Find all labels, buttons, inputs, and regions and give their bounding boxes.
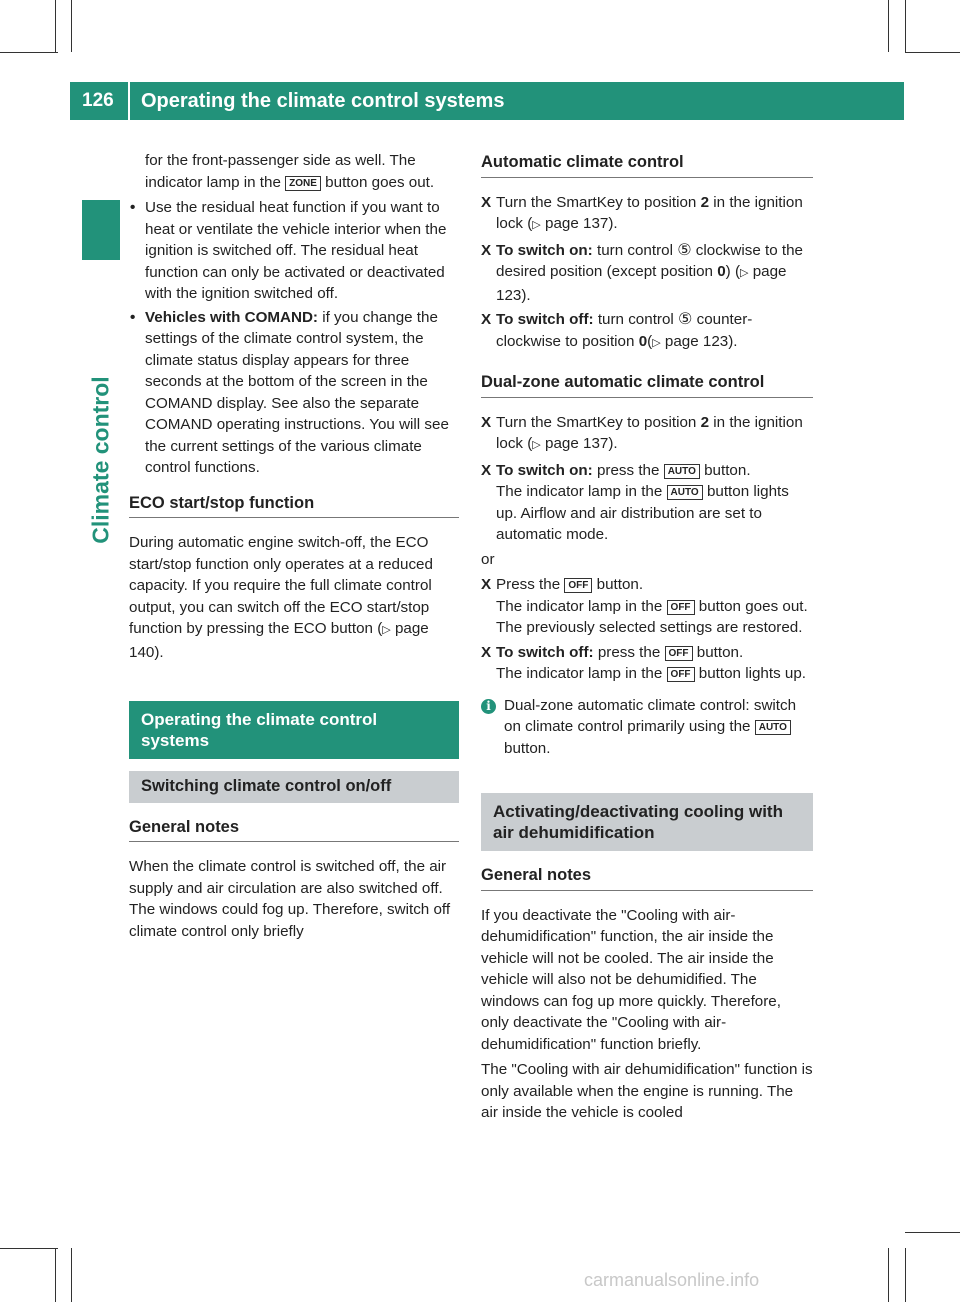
crop-mark <box>55 0 56 52</box>
eco-heading: ECO start/stop function <box>129 493 459 519</box>
list-item: • Use the residual heat function if you want to heat or ventilate the vehicle interior when the ignition is switched off. The residual heat function can only be activated or deactivated with the ignition switched off. <box>130 199 447 302</box>
crop-mark <box>71 1248 72 1302</box>
crop-mark <box>55 1248 56 1302</box>
step-arrow-icon: X <box>481 576 492 593</box>
bullet-icon: • <box>130 308 136 326</box>
control-5-icon: ⑤ <box>677 241 692 259</box>
page-reference[interactable]: page 123). <box>496 263 787 304</box>
automatic-heading: Automatic climate control <box>481 152 813 178</box>
auto-key-icon: AUTO <box>664 464 700 479</box>
step-arrow-icon: X <box>481 193 492 211</box>
step-item: X To switch on: press the AUTO button. The indicator lamp in the AUTO button lights up. Airflow and air distribution are set to automatic mode. <box>481 461 789 543</box>
step-arrow-icon: X <box>481 643 492 661</box>
step-arrow-icon: X <box>481 311 492 328</box>
or-text: or <box>481 550 495 568</box>
step-item: X Turn the SmartKey to position 2 in the ignition lock (▷ page 137). <box>481 413 803 452</box>
general-notes-heading: General notes <box>129 817 459 843</box>
info-icon: i <box>481 699 496 714</box>
auto-key-icon: AUTO <box>667 485 703 500</box>
crop-mark <box>905 0 906 52</box>
general-notes-heading: General notes <box>481 865 813 891</box>
step-item: X Press the OFF button. The indicator lamp in the OFF button goes out. The previously selected settings are restored. <box>481 576 808 636</box>
left-column <box>129 150 459 946</box>
page-reference[interactable]: page 140). <box>129 620 429 661</box>
reference-arrow-icon: ▷ <box>652 336 661 349</box>
step-item: X To switch off: turn control ⑤ counter-clockwise to position 0(▷ page 123). <box>481 311 753 350</box>
crop-mark <box>888 0 889 52</box>
crop-mark <box>0 1248 58 1249</box>
watermark: carmanualsonline.info <box>584 1270 760 1290</box>
reference-arrow-icon: ▷ <box>740 267 749 279</box>
step-arrow-icon: X <box>481 413 492 431</box>
bullet-icon: • <box>130 199 136 216</box>
step-arrow-icon: X <box>481 461 492 479</box>
general-notes-paragraph: If you deactivate the "Cooling with air-dehumidification" function, the air inside the vehicle will not be cooled. The air inside the vehicle will also not be dehumidified. The windows can fog up more quickly. Therefore, only deactivate the "Cooling with air-dehumidification" function briefly. <box>481 906 781 1053</box>
step-item: X Turn the SmartKey to position 2 in the ignition lock (▷ page 137). <box>481 193 803 232</box>
off-key-icon: OFF <box>665 646 693 661</box>
reference-arrow-icon: ▷ <box>532 219 541 231</box>
switching-subsection-band: Switching climate control on/off <box>129 771 459 803</box>
intro-paragraph: for the front-passenger side as well. The indicator lamp in the ZONE button goes out. <box>145 152 435 191</box>
page-number: 126 <box>82 90 114 111</box>
page-reference[interactable]: page 137). <box>545 215 618 232</box>
crop-mark <box>0 52 58 53</box>
page-reference[interactable]: page 137). <box>545 435 618 452</box>
off-key-icon: OFF <box>667 667 695 682</box>
side-chapter-label: Climate control <box>87 376 114 544</box>
step-item: X To switch on: turn control ⑤ clockwise to the desired position (except position 0) (▷ page 123). <box>481 241 803 304</box>
header-separator <box>128 82 130 120</box>
zone-key-icon: ZONE <box>285 176 321 191</box>
reference-arrow-icon: ▷ <box>532 439 541 451</box>
cooling-section-band: Activating/deactivating cooling with air dehumidification <box>481 793 813 851</box>
page-reference[interactable]: page 123). <box>664 332 738 350</box>
list-item: • Vehicles with COMAND: if you change the settings of the climate control system, the climate status display appears for three seconds at the bottom of the screen in the COMAND display. See also the separate COMAND operating instructions. You will see the current settings of the various climate control functions. <box>130 308 449 476</box>
info-note: i Dual-zone automatic climate control: switch on climate control primarily using the AUTO button. <box>488 695 813 760</box>
operating-section-band: Operating the climate control systems <box>129 701 459 759</box>
general-notes-paragraph: The "Cooling with air dehumidification" function is only available when the engine is running. The air inside the vehicle is cooled <box>481 1061 813 1121</box>
right-column <box>481 150 813 1128</box>
crop-mark <box>888 1248 889 1302</box>
dual-zone-heading: Dual-zone automatic climate control <box>481 372 813 398</box>
crop-mark <box>71 0 72 52</box>
auto-key-icon: AUTO <box>755 720 791 735</box>
crop-mark <box>905 1232 960 1233</box>
general-notes-paragraph: When the climate control is switched off, the air supply and air circulation are also switched off. The windows could fog up. Therefore, switch off climate control only briefly <box>129 858 451 940</box>
off-key-icon: OFF <box>564 578 592 593</box>
crop-mark <box>905 1248 906 1302</box>
reference-arrow-icon: ▷ <box>382 624 391 636</box>
step-item: X To switch off: press the OFF button. The indicator lamp in the OFF button lights up. <box>481 643 807 682</box>
crop-mark <box>905 52 960 53</box>
control-5-icon: ⑤ <box>678 311 693 328</box>
eco-paragraph: During automatic engine switch-off, the ECO start/stop function only operates at a reduced capacity. If you require the full climate control output, you can switch off the ECO start/stop function by pressing the ECO button (▷ page 140). <box>129 534 433 661</box>
off-key-icon: OFF <box>667 600 695 615</box>
side-tab-marker <box>82 200 120 260</box>
section-title: Operating the climate control systems <box>141 90 505 112</box>
step-arrow-icon: X <box>481 241 492 259</box>
